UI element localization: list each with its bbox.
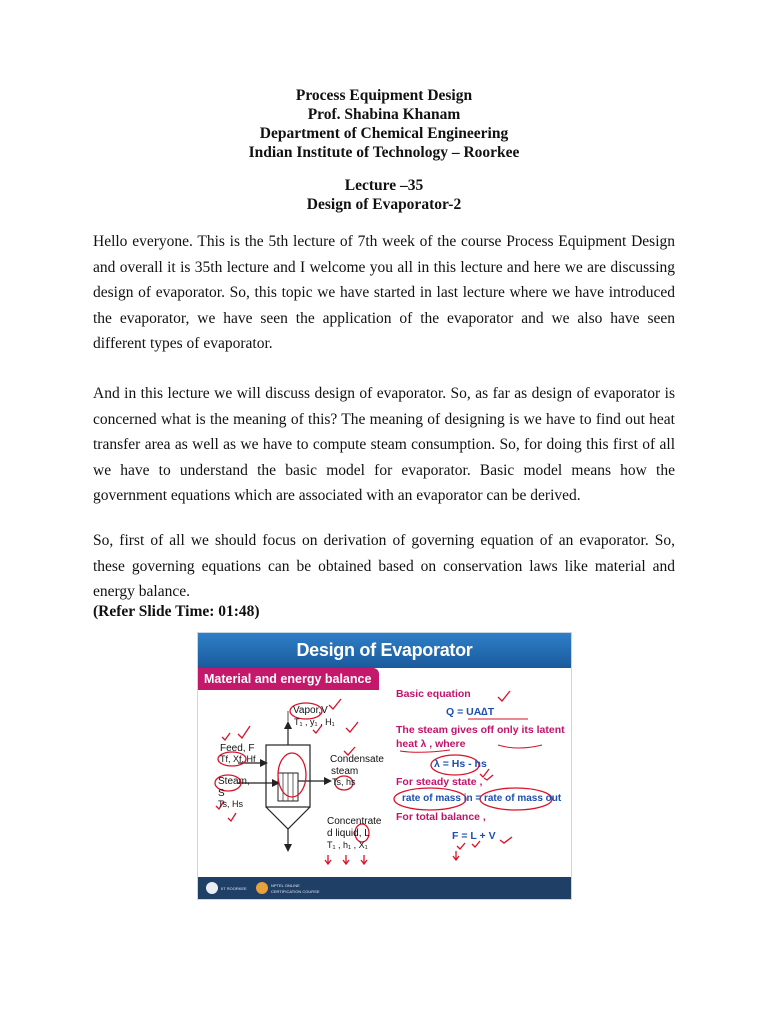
vapor-label: Vapor,V xyxy=(293,705,328,716)
total-balance-heading: For total balance , xyxy=(396,811,486,823)
course-title: Process Equipment Design xyxy=(295,87,473,104)
steam-s-label: S xyxy=(218,788,225,799)
total-balance-equation: F = L + V xyxy=(452,830,496,842)
mass-balance-equation: rate of mass in = rate of mass out xyxy=(402,793,562,804)
basic-equation-heading: Basic equation xyxy=(396,688,471,700)
lecture-slide xyxy=(197,632,572,900)
steam-variables: Ts, Hs xyxy=(218,799,244,809)
iit-roorkee-logo xyxy=(206,882,218,894)
evaporator-diagram xyxy=(198,633,571,899)
condensate-variables: Ts, hs xyxy=(332,777,356,787)
refer-slide-time: (Refer Slide Time: 01:48) xyxy=(93,603,260,620)
paragraph-1: Hello everyone. This is the 5th lecture of 7th week of the course Process Equipment Design and overall it is 35th lecture and I welcome you all in this lecture and here we are discussing design of evaporator. So, this topic we have started in last lecture where we have introduced the evaporator, we have seen the application of the evaporator and we also have seen different types of evaporator. xyxy=(93,233,675,352)
lecture-number: Lecture –35 xyxy=(344,177,424,194)
document-header xyxy=(0,86,768,214)
professor-name: Prof. Shabina Khanam xyxy=(307,106,461,123)
condensate-label: Condensate xyxy=(330,754,384,765)
slide-footer xyxy=(198,877,571,899)
slide-title: Design of Evaporator xyxy=(198,633,571,668)
latent-heat-line2: heat λ , where xyxy=(396,738,466,750)
latent-heat-line1: The steam gives off only its latent xyxy=(396,724,565,736)
concentrate-variables: T₁ , h₁ , X₁ xyxy=(327,840,368,850)
vapor-variables: T₁ , y₁ , H₁ xyxy=(294,717,335,727)
steam-label: Steam, xyxy=(218,776,250,787)
institute: Indian Institute of Technology – Roorkee xyxy=(248,144,520,161)
department: Department of Chemical Engineering xyxy=(259,125,509,142)
concentrate-label: Concentrate xyxy=(327,816,382,827)
condensate-steam-label: steam xyxy=(331,766,359,777)
lambda-equation: λ = Hs - hs xyxy=(434,758,487,770)
slide-subtitle: Material and energy balance xyxy=(198,668,379,690)
concentrate-liquid-label: d liquid, L xyxy=(327,828,370,839)
steady-state-heading: For steady state , xyxy=(396,776,483,788)
feed-variables: Tf, Xf, Hf xyxy=(220,754,256,764)
footer-institute: IIT ROORKEE xyxy=(221,886,247,891)
footer-nptel-line1: NPTEL ONLINE xyxy=(271,883,300,888)
heat-transfer-equation: Q = UA∆T xyxy=(446,706,495,718)
nptel-logo xyxy=(256,882,268,894)
paragraph-3: So, first of all we should focus on derivation of governing equation of an evaporator. So, these governing equations can be obtained based on conservation laws like material and energy balance. xyxy=(93,532,675,600)
paragraph-2: And in this lecture we will discuss design of evaporator. So, as far as design of evaporator is concerned what is the meaning of this? The meaning of designing is we have to find out heat transfer area as well as we have to compute steam consumption. So, for doing this first of all we have to understand the basic model for evaporator. Basic model means how the government equations which are associated with an evaporator can be derived. xyxy=(93,385,675,504)
footer-nptel-line2: CERTIFICATION COURSE xyxy=(271,889,320,894)
feed-label: Feed, F xyxy=(220,743,255,754)
lecture-topic: Design of Evaporator-2 xyxy=(306,196,462,213)
